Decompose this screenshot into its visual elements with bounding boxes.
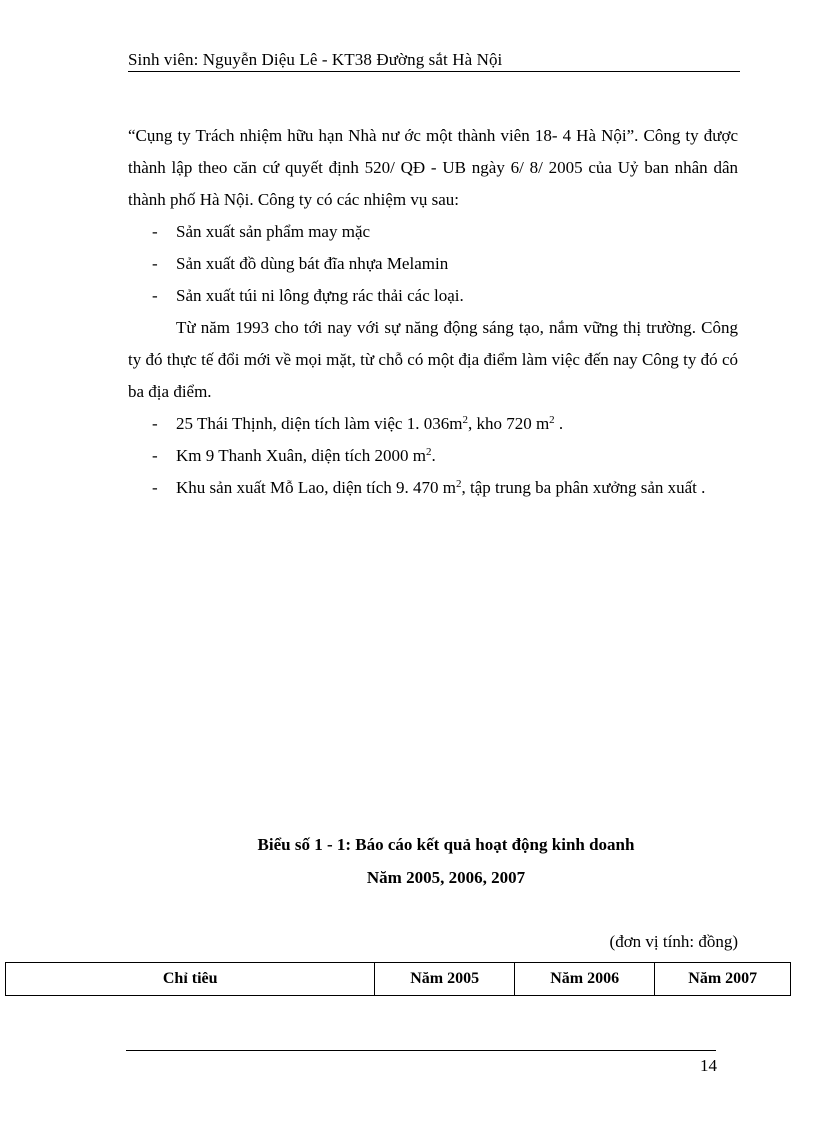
body-text: [128, 120, 738, 504]
location-item: [128, 440, 738, 472]
page-number: 14: [700, 1056, 717, 1075]
bullet-dash: -: [152, 222, 158, 241]
location-text: Km 9 Thanh Xuân, diện tích 2000 $m^2$.: [176, 446, 436, 465]
duty-item: [128, 248, 738, 280]
duty-item: [128, 280, 738, 312]
header-cell-indicator: Chỉ tiêu: [6, 963, 375, 996]
page-header: Sinh viên: Nguyễn Diệu Lê - KT38 Đường sắt Hà Nội: [128, 50, 503, 69]
table-header-row: [6, 963, 791, 996]
table-caption-title: Biểu số 1 - 1: Báo cáo kết quả hoạt động kinh doanh: [257, 835, 635, 854]
bullet-dash: -: [152, 286, 158, 305]
report-table: [5, 962, 791, 996]
bullet-dash: -: [152, 254, 158, 273]
location-text: 25 Thái Thịnh, diện tích làm việc 1. $036m^2$, kho 720 $m^2$ .: [176, 414, 564, 433]
duty-item: [128, 216, 738, 248]
duty-text: Sản xuất đồ dùng bát đĩa nhựa Melamin: [176, 254, 449, 273]
history-paragraph: Từ năm 1993 cho tới nay với sự năng động sáng tạo, nắm vững thị trường. Công ty đó thực tế đổi mới về mọi mặt, từ chỗ có một địa điểm làm việc đến nay Công ty đó có ba địa điểm.: [128, 318, 738, 401]
footer-rule: [126, 1050, 716, 1051]
intro-paragraph: “Cụng ty Trách nhiệm hữu hạn Nhà nư ớc một thành viên 18- 4 Hà Nội”. Công ty được thành lập theo căn cứ quyết định 520/ QĐ - UB ngày 6/ 8/ 2005 của Uỷ ban nhân dân thành phố Hà Nội. Công ty có các nhiệm vụ sau:: [128, 126, 738, 209]
bullet-dash: -: [152, 414, 158, 433]
header-cell-2005: Năm 2005: [375, 963, 515, 996]
bullet-dash: -: [152, 478, 158, 497]
duty-text: Sản xuất túi ni lông đựng rác thải các loại.: [176, 286, 464, 305]
location-item: [128, 472, 738, 504]
duty-text: Sản xuất sản phẩm may mặc: [176, 222, 371, 241]
location-text: Khu sản xuất Mỗ Lao, diện tích 9. 470 $m^2$, tập trung ba phân xưởng sản xuất .: [176, 478, 706, 497]
unit-note: (đơn vị tính: đồng): [609, 932, 738, 951]
header-cell-2006: Năm 2006: [514, 963, 655, 996]
bullet-dash: -: [152, 446, 158, 465]
header-rule: [128, 71, 740, 72]
header-cell-2007: Năm 2007: [655, 963, 791, 996]
location-item: [128, 408, 738, 440]
table-caption-years: Năm 2005, 2006, 2007: [366, 868, 526, 887]
